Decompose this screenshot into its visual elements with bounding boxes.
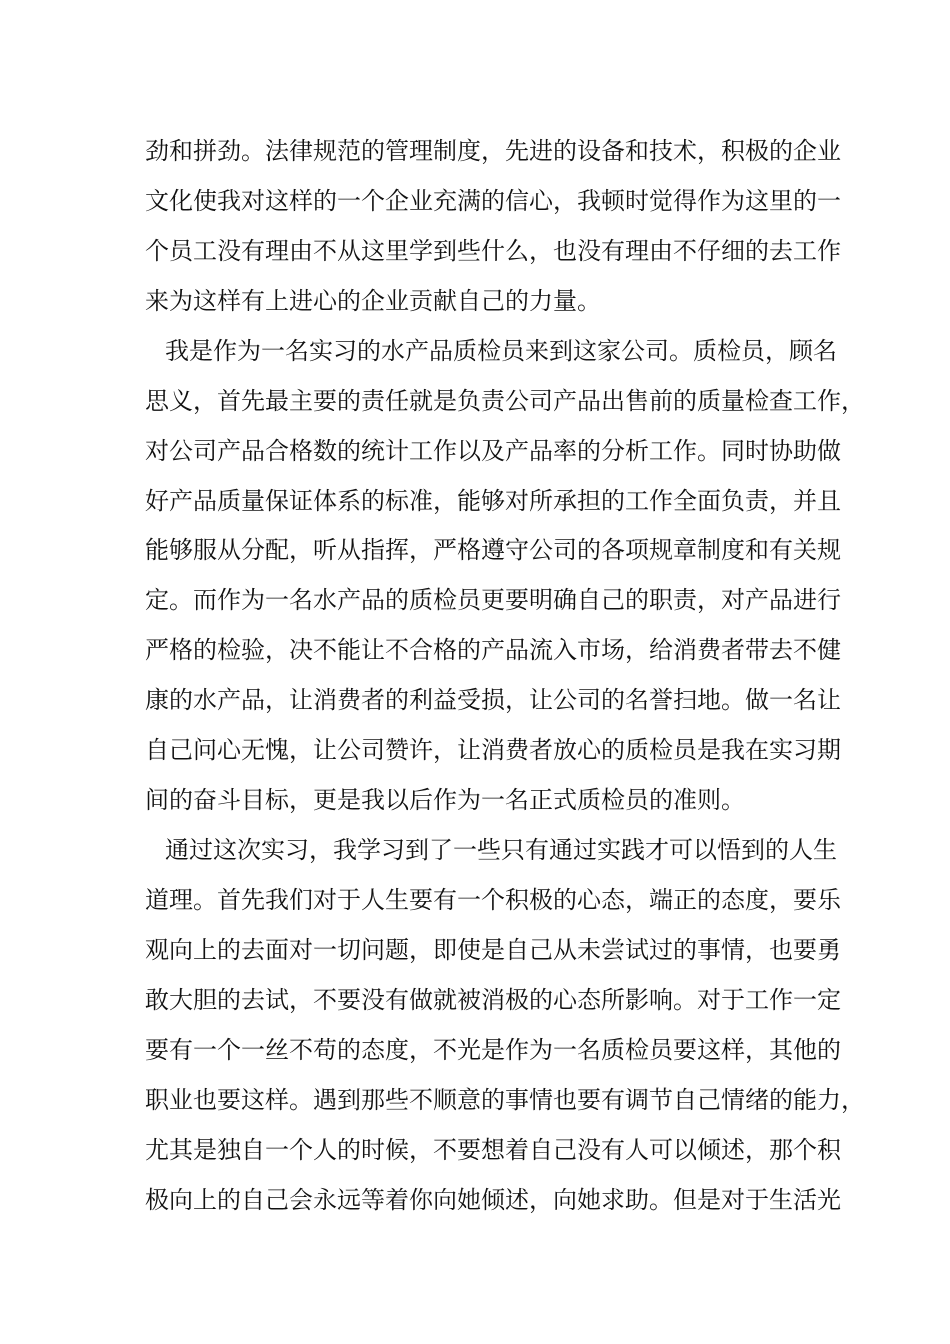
text-line: 要有一个一丝不苟的态度，不光是作为一名质检员要这样，其他的 [145, 1036, 841, 1064]
text-line: 我是作为一名实习的水产品质检员来到这家公司。质检员，顾名 [165, 337, 837, 365]
text-line: 职业也要这样。遇到那些不顺意的事情也要有调节自己情绪的能力， [145, 1086, 865, 1114]
text-line: 观向上的去面对一切问题，即使是自己从未尝试过的事情，也要勇 [145, 936, 841, 964]
text-line: 思义，首先最主要的责任就是负责公司产品出售前的质量检查工作， [145, 387, 865, 415]
text-line: 个员工没有理由不从这里学到些什么，也没有理由不仔细的去工作 [145, 237, 841, 265]
text-line: 劲和拼劲。法律规范的管理制度，先进的设备和技术，积极的企业 [145, 137, 841, 165]
text-line: 严格的检验，决不能让不合格的产品流入市场，给消费者带去不健 [145, 636, 841, 664]
text-line: 间的奋斗目标，更是我以后作为一名正式质检员的准则。 [145, 786, 745, 814]
text-line: 极向上的自己会永远等着你向她倾述，向她求助。但是对于生活光 [145, 1186, 841, 1214]
text-line: 来为这样有上进心的企业贡献自己的力量。 [145, 287, 601, 315]
text-line: 通过这次实习，我学习到了一些只有通过实践才可以悟到的人生 [165, 836, 837, 864]
text-line: 能够服从分配，听从指挥，严格遵守公司的各项规章制度和有关规 [145, 536, 841, 564]
text-line: 好产品质量保证体系的标准，能够对所承担的工作全面负责，并且 [145, 487, 841, 515]
text-line: 道理。首先我们对于人生要有一个积极的心态，端正的态度，要乐 [145, 886, 841, 914]
text-line: 尤其是独自一个人的时候，不要想着自己没有人可以倾述，那个积 [145, 1136, 841, 1164]
text-line: 自己问心无愧，让公司赞许，让消费者放心的质检员是我在实习期 [145, 736, 841, 764]
text-line: 定。而作为一名水产品的质检员更要明确自己的职责，对产品进行 [145, 586, 841, 614]
text-line: 康的水产品，让消费者的利益受损，让公司的名誉扫地。做一名让 [145, 686, 841, 714]
text-line: 文化使我对这样的一个企业充满的信心，我顿时觉得作为这里的一 [145, 187, 841, 215]
text-line: 对公司产品合格数的统计工作以及产品率的分析工作。同时协助做 [145, 437, 841, 465]
text-line: 敢大胆的去试，不要没有做就被消极的心态所影响。对于工作一定 [145, 986, 841, 1014]
